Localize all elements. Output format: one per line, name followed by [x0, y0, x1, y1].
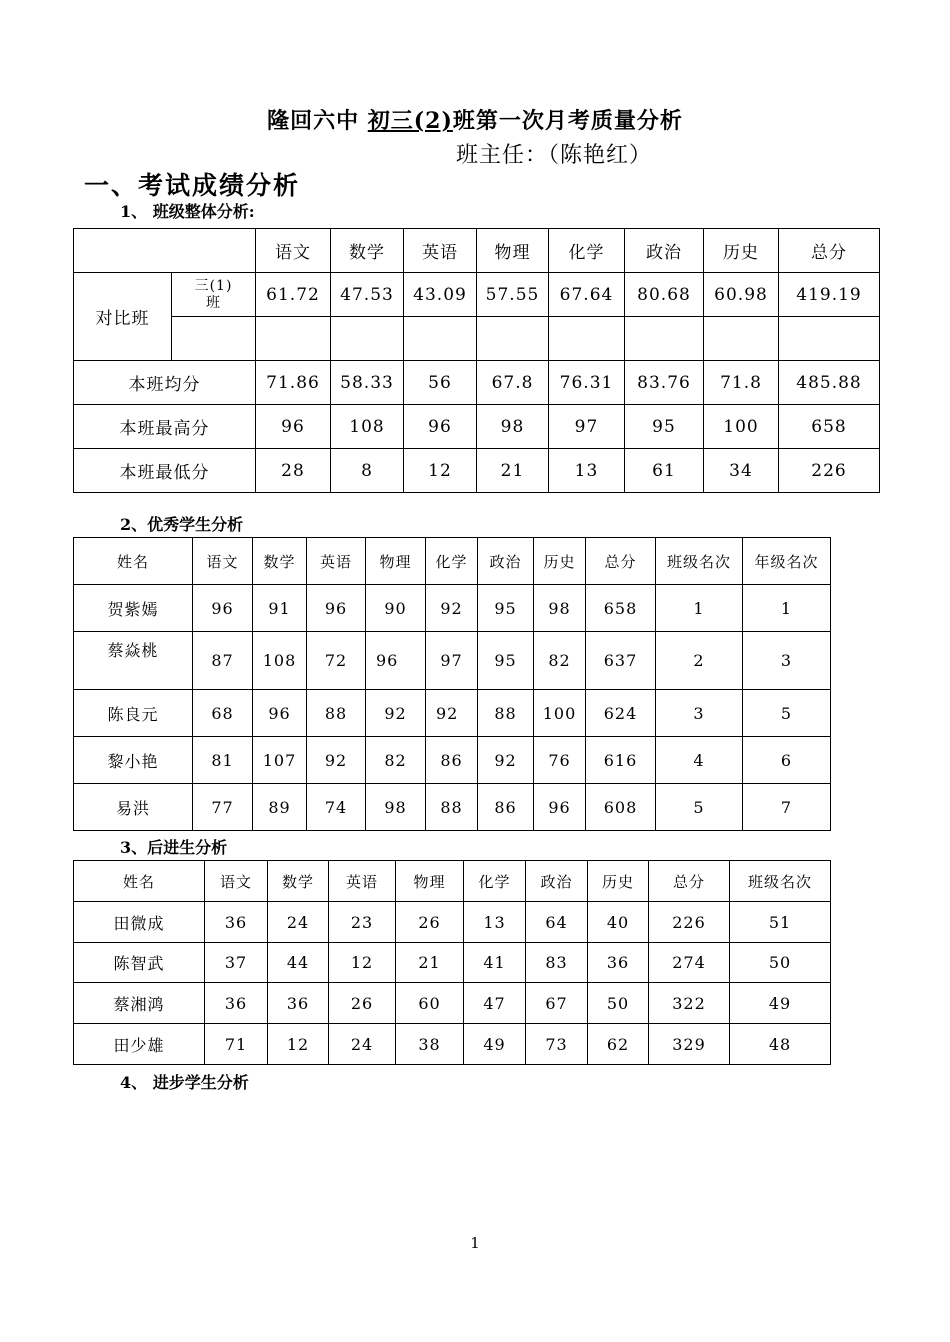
rank-cell: 50 — [730, 943, 831, 983]
score-cell: 36 — [205, 983, 268, 1024]
value-cell: 658 — [779, 405, 880, 449]
score-cell: 92 — [478, 737, 534, 784]
score-cell: 86 — [478, 784, 534, 831]
value-cell: 80.68 — [625, 273, 704, 317]
header-cell: 英语 — [329, 861, 396, 902]
score-cell: 97 — [426, 632, 478, 690]
score-cell: 95 — [478, 585, 534, 632]
empty-cell — [704, 317, 779, 361]
score-cell: 86 — [426, 737, 478, 784]
score-cell: 72 — [307, 632, 366, 690]
score-cell: 88 — [478, 690, 534, 737]
header-cell: 姓名 — [74, 861, 205, 902]
score-cell: 226 — [649, 902, 730, 943]
score-cell: 92 — [426, 585, 478, 632]
value-cell: 485.88 — [779, 361, 880, 405]
value-cell: 21 — [477, 449, 549, 493]
score-cell: 36 — [588, 943, 649, 983]
student-name-cell: 陈智武 — [74, 943, 205, 983]
header-cell: 英语 — [404, 229, 477, 273]
empty-cell — [625, 317, 704, 361]
header-cell: 总分 — [779, 229, 880, 273]
score-cell: 26 — [329, 983, 396, 1024]
subheading-overall: 1、 班级整体分析: — [120, 202, 255, 221]
rank-cell: 1 — [743, 585, 831, 632]
header-cell: 语文 — [205, 861, 268, 902]
table-row — [74, 737, 831, 784]
table-row — [74, 690, 831, 737]
header-cell: 数学 — [253, 538, 307, 585]
score-cell: 83 — [526, 943, 588, 983]
score-cell: 76 — [534, 737, 586, 784]
table-row — [74, 273, 880, 317]
score-cell: 71 — [205, 1024, 268, 1065]
score-cell: 96 — [193, 585, 253, 632]
score-cell: 13 — [464, 902, 526, 943]
table-row — [74, 632, 831, 690]
compare-class-cell — [172, 273, 256, 317]
score-cell: 38 — [396, 1024, 464, 1065]
score-cell: 68 — [193, 690, 253, 737]
value-cell: 12 — [404, 449, 477, 493]
score-cell: 47 — [464, 983, 526, 1024]
student-name-cell: 田微成 — [74, 902, 205, 943]
score-cell: 107 — [253, 737, 307, 784]
section-heading: 一、考试成绩分析 — [84, 171, 301, 200]
rank-cell: 48 — [730, 1024, 831, 1065]
header-cell: 总分 — [586, 538, 656, 585]
header-cell: 化学 — [426, 538, 478, 585]
header-cell: 历史 — [534, 538, 586, 585]
score-cell: 91 — [253, 585, 307, 632]
value-cell: 67.64 — [549, 273, 625, 317]
value-cell: 96 — [404, 405, 477, 449]
score-cell: 89 — [253, 784, 307, 831]
value-cell: 58.33 — [331, 361, 404, 405]
header-cell: 语文 — [193, 538, 253, 585]
empty-cell — [779, 317, 880, 361]
value-cell: 67.8 — [477, 361, 549, 405]
table-row — [74, 361, 880, 405]
score-cell: 637 — [586, 632, 656, 690]
value-cell: 108 — [331, 405, 404, 449]
score-cell: 82 — [534, 632, 586, 690]
table-row — [74, 405, 880, 449]
header-cell: 语文 — [256, 229, 331, 273]
score-cell: 21 — [396, 943, 464, 983]
value-cell: 61.72 — [256, 273, 331, 317]
header-cell: 历史 — [588, 861, 649, 902]
header-cell: 总分 — [649, 861, 730, 902]
rank-cell: 3 — [743, 632, 831, 690]
score-cell: 50 — [588, 983, 649, 1024]
value-cell: 97 — [549, 405, 625, 449]
value-cell: 13 — [549, 449, 625, 493]
score-cell: 96 — [253, 690, 307, 737]
score-cell: 82 — [366, 737, 426, 784]
score-cell: 49 — [464, 1024, 526, 1065]
homeroom-teacher: 班主任：（陈艳红） — [456, 143, 653, 168]
score-cell: 108 — [253, 632, 307, 690]
header-cell: 年级名次 — [743, 538, 831, 585]
value-cell: 71.86 — [256, 361, 331, 405]
score-cell: 96 — [307, 585, 366, 632]
value-cell: 61 — [625, 449, 704, 493]
score-cell: 322 — [649, 983, 730, 1024]
rank-cell: 6 — [743, 737, 831, 784]
page-number: 1 — [470, 1234, 480, 1252]
score-cell: 74 — [307, 784, 366, 831]
score-cell: 96 — [366, 632, 426, 690]
school-name: 隆回六中 — [267, 108, 360, 134]
score-cell: 87 — [193, 632, 253, 690]
empty-cell — [404, 317, 477, 361]
score-cell: 77 — [193, 784, 253, 831]
header-cell: 物理 — [477, 229, 549, 273]
student-name-cell: 田少雄 — [74, 1024, 205, 1065]
header-cell: 化学 — [464, 861, 526, 902]
score-cell: 73 — [526, 1024, 588, 1065]
score-cell: 616 — [586, 737, 656, 784]
student-name-cell: 贺紫嫣 — [74, 585, 193, 632]
student-name-cell: 陈良元 — [74, 690, 193, 737]
header-cell: 历史 — [704, 229, 779, 273]
value-cell: 28 — [256, 449, 331, 493]
score-cell: 64 — [526, 902, 588, 943]
rank-cell: 3 — [656, 690, 743, 737]
class-name: 初三(2) — [367, 108, 453, 134]
value-cell: 8 — [331, 449, 404, 493]
score-cell: 100 — [534, 690, 586, 737]
corner-cell — [74, 229, 256, 273]
score-cell: 329 — [649, 1024, 730, 1065]
subheading-improved: 4、 进步学生分析 — [120, 1073, 249, 1092]
rank-cell: 4 — [656, 737, 743, 784]
value-cell: 43.09 — [404, 273, 477, 317]
table-header-row — [74, 861, 831, 902]
value-cell: 96 — [256, 405, 331, 449]
table-row — [74, 902, 831, 943]
score-cell: 658 — [586, 585, 656, 632]
score-cell: 12 — [268, 1024, 329, 1065]
value-cell: 226 — [779, 449, 880, 493]
score-cell: 12 — [329, 943, 396, 983]
value-cell: 100 — [704, 405, 779, 449]
table-row — [74, 585, 831, 632]
table-row — [74, 784, 831, 831]
student-name-cell: 易洪 — [74, 784, 193, 831]
header-cell: 班级名次 — [730, 861, 831, 902]
score-cell: 67 — [526, 983, 588, 1024]
score-cell: 624 — [586, 690, 656, 737]
rank-cell: 1 — [656, 585, 743, 632]
struggling-students-table — [73, 860, 831, 1065]
table-row — [74, 449, 880, 493]
score-cell: 92 — [366, 690, 426, 737]
value-cell: 71.8 — [704, 361, 779, 405]
score-cell: 24 — [329, 1024, 396, 1065]
table-row — [74, 1024, 831, 1065]
table-row — [74, 983, 831, 1024]
excellent-students-table — [73, 537, 831, 831]
value-cell: 98 — [477, 405, 549, 449]
score-cell: 88 — [307, 690, 366, 737]
header-cell: 化学 — [549, 229, 625, 273]
empty-cell — [331, 317, 404, 361]
score-cell: 608 — [586, 784, 656, 831]
score-cell: 92 — [426, 690, 478, 737]
value-cell: 83.76 — [625, 361, 704, 405]
header-cell: 英语 — [307, 538, 366, 585]
empty-cell — [549, 317, 625, 361]
value-cell: 34 — [704, 449, 779, 493]
row-label-cell: 本班最低分 — [74, 449, 256, 493]
score-cell: 96 — [534, 784, 586, 831]
empty-cell — [256, 317, 331, 361]
score-cell: 36 — [205, 902, 268, 943]
header-cell: 姓名 — [74, 538, 193, 585]
value-cell: 60.98 — [704, 273, 779, 317]
student-name-cell: 黎小艳 — [74, 737, 193, 784]
compare-label-cell: 对比班 — [74, 273, 172, 361]
subheading-struggling: 3、后进生分析 — [120, 838, 228, 857]
score-cell: 274 — [649, 943, 730, 983]
table-header-row — [74, 229, 880, 273]
header-cell: 数学 — [268, 861, 329, 902]
score-cell: 23 — [329, 902, 396, 943]
score-cell: 40 — [588, 902, 649, 943]
header-cell: 物理 — [396, 861, 464, 902]
header-cell: 班级名次 — [656, 538, 743, 585]
score-cell: 24 — [268, 902, 329, 943]
subheading-excellent: 2、优秀学生分析 — [120, 515, 244, 534]
score-cell: 60 — [396, 983, 464, 1024]
value-cell: 76.31 — [549, 361, 625, 405]
page-title — [0, 104, 950, 135]
overall-analysis-table — [73, 228, 880, 493]
score-cell: 92 — [307, 737, 366, 784]
score-cell: 36 — [268, 983, 329, 1024]
score-cell: 26 — [396, 902, 464, 943]
rank-cell: 5 — [743, 690, 831, 737]
compare-class-line2: 班 — [206, 294, 221, 311]
score-cell: 44 — [268, 943, 329, 983]
score-cell: 95 — [478, 632, 534, 690]
score-cell: 98 — [534, 585, 586, 632]
header-cell: 物理 — [366, 538, 426, 585]
table-row-empty — [74, 317, 880, 361]
rank-cell: 49 — [730, 983, 831, 1024]
row-label-cell: 本班最高分 — [74, 405, 256, 449]
empty-cell — [172, 317, 256, 361]
value-cell: 95 — [625, 405, 704, 449]
compare-class-line1: 三(1) — [194, 277, 233, 294]
header-cell: 政治 — [478, 538, 534, 585]
rank-cell: 5 — [656, 784, 743, 831]
student-name-cell: 蔡湘鸿 — [74, 983, 205, 1024]
rank-cell: 2 — [656, 632, 743, 690]
row-label-cell: 本班均分 — [74, 361, 256, 405]
value-cell: 56 — [404, 361, 477, 405]
score-cell: 41 — [464, 943, 526, 983]
header-cell: 数学 — [331, 229, 404, 273]
header-cell: 政治 — [625, 229, 704, 273]
header-cell: 政治 — [526, 861, 588, 902]
value-cell: 47.53 — [331, 273, 404, 317]
rank-cell: 7 — [743, 784, 831, 831]
title-rest: 班第一次月考质量分析 — [452, 108, 683, 134]
value-cell: 419.19 — [779, 273, 880, 317]
table-row — [74, 943, 831, 983]
score-cell: 90 — [366, 585, 426, 632]
score-cell: 37 — [205, 943, 268, 983]
value-cell: 57.55 — [477, 273, 549, 317]
score-cell: 62 — [588, 1024, 649, 1065]
score-cell: 81 — [193, 737, 253, 784]
rank-cell: 51 — [730, 902, 831, 943]
score-cell: 88 — [426, 784, 478, 831]
score-cell: 98 — [366, 784, 426, 831]
student-name-cell: 蔡焱桃 — [74, 632, 193, 690]
empty-cell — [477, 317, 549, 361]
table-header-row — [74, 538, 831, 585]
